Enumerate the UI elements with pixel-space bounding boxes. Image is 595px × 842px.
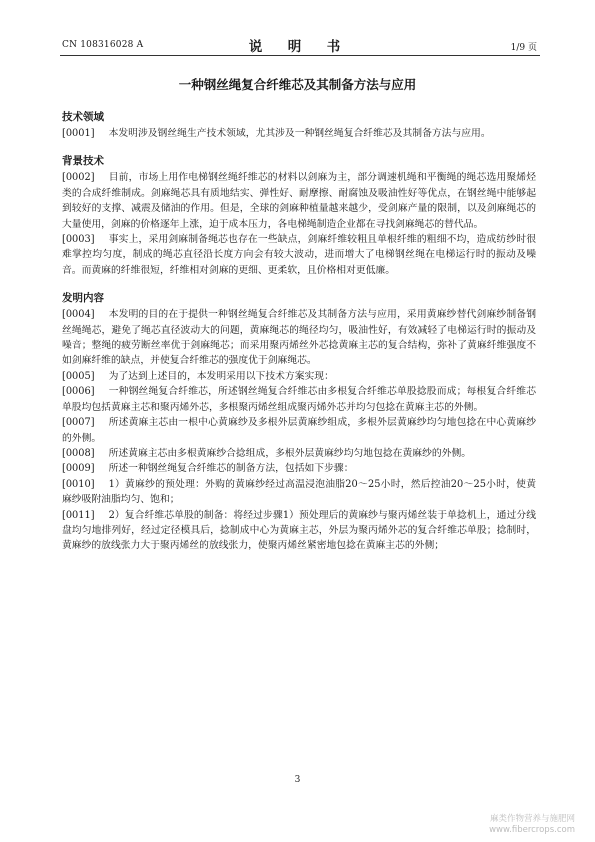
paragraph — [62, 477, 536, 508]
header-doc-type: 说 明 书 — [248, 39, 347, 55]
header-rule — [60, 55, 540, 56]
paragraph-text: 目前，市场上用作电梯钢丝绳纤维芯的材料以剑麻为主，部分调速机绳和平衡绳的绳芯选用聚烯烃类的合成纤维制成。剑麻绳芯具有质地结实、弹性好、耐摩擦、耐腐蚀及吸油性好等优点，在钢丝绳中能够起到较好的支撑、减震及储油的作用。但是，全球的剑麻种植量越来越少，受剑麻产量的限制，以及剑麻绳芯的大量使用，剑麻的价格逐年上涨，迫于成本压力，各电梯绳制造企业都在寻找剑麻绳芯的替代品。 — [62, 172, 536, 230]
paragraph-number: [0011] — [62, 509, 95, 521]
paragraph-text: 所述黄麻主芯由多根黄麻纱合捻组成，多根外层黄麻纱均匀地包捻在黄麻纱的外侧。 — [108, 447, 472, 459]
paragraph-number: [0006] — [62, 386, 95, 398]
paragraph — [62, 126, 536, 141]
paragraph-number: [0001] — [62, 128, 95, 139]
section-heading: 背景技术 — [62, 155, 104, 168]
paragraph-number: [0002] — [62, 172, 95, 184]
paragraph-text: 本发明的目的在于提供一种钢丝绳复合纤维芯及其制备方法与应用，采用黄麻纱替代剑麻纱制备钢丝绳绳芯，避免了绳芯直径波动大的问题，黄麻绳芯的绳径均匀，吸油性好，有效减轻了电梯运行时的振动及噪音；整绳的疲劳断丝率优于剑麻绳芯；而采用聚丙烯丝外芯捻黄麻主芯的复合结构，弥补了黄麻纤维强度不如剑麻纤维的缺点，并使复合纤维芯的强度优于剑麻绳芯。 — [62, 309, 536, 367]
document-title: 一种钢丝绳复合纤维芯及其制备方法与应用 — [178, 77, 417, 92]
paragraph-number: [0005] — [62, 370, 95, 382]
watermark-line-1: 麻类作物营养与施肥网 — [489, 814, 575, 824]
paragraph — [62, 369, 536, 384]
document-body — [62, 109, 536, 554]
section — [62, 109, 536, 141]
section-heading: 技术领域 — [62, 111, 104, 123]
paragraph-number: [0007] — [62, 417, 95, 429]
paragraph — [62, 170, 536, 232]
page-number: 3 — [294, 775, 301, 785]
header-page-ratio: 1/9 页 — [510, 43, 537, 53]
paragraph-number: [0009] — [62, 463, 95, 475]
section — [62, 153, 536, 278]
paragraph-text: 事实上，采用剑麻制备绳芯也存在一些缺点，剑麻纤维较粗且单根纤维的粗细不均，造成纺纱时很难掌控均匀度，制成的绳芯直径沿长度方向会有较大波动，进而增大了电梯钢丝绳在电梯运行时的振动及噪音。而黄麻的纤维很短，纤维相对剑麻的更细、更柔软，且价格相对更低廉。 — [62, 234, 536, 276]
section — [62, 290, 536, 554]
paragraph — [62, 446, 536, 461]
paragraph-number: [0003] — [62, 234, 95, 246]
paragraph — [62, 415, 536, 446]
section-heading: 发明内容 — [62, 292, 104, 305]
paragraph — [62, 508, 536, 554]
paragraph-text: 1）黄麻纱的预处理：外购的黄麻纱经过高温浸泡油脂20～25小时，然后控油20～25小时，使黄麻纱吸附油脂均匀、饱和； — [62, 478, 536, 506]
watermark-line-2: www.fibercrops.com — [489, 825, 575, 835]
watermark — [489, 814, 575, 836]
paragraph — [62, 307, 536, 369]
paragraph-number: [0004] — [62, 309, 95, 321]
paragraph-text: 所述一种钢丝绳复合纤维芯的制备方法，包括如下步骤： — [108, 463, 354, 475]
paragraph — [62, 384, 536, 415]
paragraph-number: [0008] — [62, 447, 95, 459]
paragraph-text: 为了达到上述目的，本发明采用以下技术方案实现： — [108, 370, 334, 382]
paragraph-text: 所述黄麻主芯由一根中心黄麻纱及多根外层黄麻纱组成，多根外层黄麻纱均匀地包捻在中心黄麻纱的外侧。 — [62, 417, 536, 444]
paragraph-text: 2）复合纤维芯单股的制备：将经过步骤1）预处理后的黄麻纱与聚丙烯丝装于单捻机上，通过分线盘均匀地排列好，经过定径模具后，捻制成中心为黄麻主芯，外层为聚丙烯外芯的复合纤维芯单股；捻制时，黄麻纱的放线张力大于聚丙烯丝的放线张力，使聚丙烯丝紧密地包捻在黄麻主芯的外侧； — [62, 509, 536, 552]
paragraph-number: [0010] — [62, 478, 95, 490]
paragraph-text: 一种钢丝绳复合纤维芯，所述钢丝绳复合纤维芯由多根复合纤维芯单股捻股而成；每根复合纤维芯单股均包括黄麻主芯和聚丙烯外芯，多根聚丙烯丝组成聚丙烯外芯并均匀包捻在黄麻主芯的外侧。 — [62, 386, 536, 413]
paragraph-text: 本发明涉及钢丝绳生产技术领域，尤其涉及一种钢丝绳复合纤维芯及其制备方法与应用。 — [108, 128, 491, 139]
paragraph — [62, 232, 536, 278]
paragraph — [62, 461, 536, 476]
header-doc-number: CN 108316028 A — [62, 40, 144, 50]
